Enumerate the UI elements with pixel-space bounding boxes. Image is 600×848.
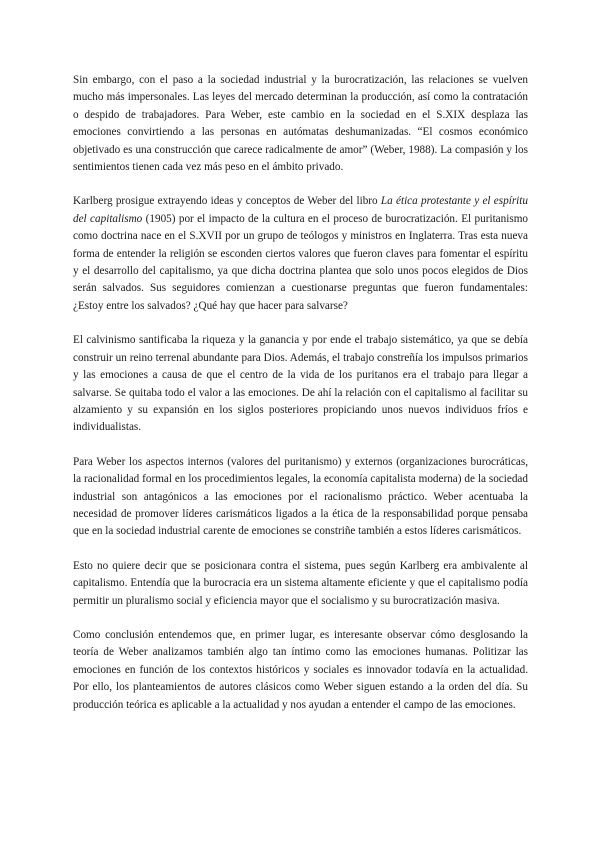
- paragraph-protestant-ethic-intro: Karlberg prosigue extrayendo ideas y conceptos de Weber del libro: [73, 195, 381, 208]
- paragraph-conclusion: Como conclusión entendemos que, en primer lugar, es interesante observar cómo desglosando la teoría de Weber analizamos también algo tan íntimo como las emociones humanas. Politizar las emociones en función de los contextos históricos y sociales es innovador todavía en la actualidad. Por ello, los planteamientos de autores clásicos como Weber siguen estando a la orden del día. Su producción teórica es aplicable a la actualidad y nos ayudan a entender el campo de las emociones.: [73, 628, 528, 711]
- book-title: La ética protestante y el espíritu del capitalismo: [73, 195, 528, 225]
- paragraph-ambivalence: Esto no quiere decir que se posicionara contra el sistema, pues según Karlberg era ambivalente al capitalismo. Entendía que la burocracia era un sistema altamente eficiente y que el capitalismo podía permitir un pluralismo social y eficiencia mayor que el socialismo y su burocratización masiva.: [73, 559, 528, 607]
- paragraph-industrial-society: Sin embargo, con el paso a la sociedad industrial y la burocratización, las relaciones se vuelven mucho más impersonales. Las leyes del mercado determinan la producción, así como la contratación o despido de trabajadores. Para Weber, este cambio en la sociedad en el S.XIX desplaza las emociones convirtiendo a las personas en autómatas deshumanizadas. “El cosmos económico objetivado es una construcción que carece radicalmente de amor” (Weber, 1988). La compasión y los sentimientos tienen cada vez más peso en el ámbito privado.: [73, 74, 528, 174]
- paragraph-internal-external-aspects: Para Weber los aspectos internos (valores del puritanismo) y externos (organizaciones burocráticas, la racionalidad formal en los procedimientos legales, la economía capitalista moderna) de la sociedad industrial son antagónicos a las emociones por el racionalismo práctico. Weber acentuaba la necesidad de promover líderes carismáticos ligados a la ética de la responsabilidad porque pensaba que en la sociedad industrial carente de emociones se constriñe también a estos líderes carismáticos.: [73, 455, 528, 538]
- paragraph-calvinism: El calvinismo santificaba la riqueza y la ganancia y por ende el trabajo sistemático, ya que se debía construir un reino terrenal abundante para Dios. Además, el trabajo constreñía los impulsos primarios y las emociones a causa de que el centro de la vida de los puritanos era el trabajo para llegar a salvarse. Se quitaba todo el valor a las emociones. De ahí la relación con el capitalismo al facilitar su alzamiento y su expansión en los siglos posteriores propiciando unos nuevos individuos fríos e individualistas.: [73, 334, 528, 434]
- paragraph-protestant-ethic: [73, 193, 528, 315]
- paragraph-protestant-ethic-rest: (1905) por el impacto de la cultura en el proceso de burocratización. El puritanismo como doctrina nace en el S.XVII por un grupo de teólogos y ministros en Inglaterra. Tras esta nueva forma de entender la religión se esconden ciertos valores que fueron claves para fomentar el espíritu y el desarrollo del capitalismo, ya que dicha doctrina plantea que solo unos pocos elegidos de Dios serán salvados. Sus seguidores comienzan a cuestionarse preguntas que fueron fundamentales: ¿Estoy entre los salvados? ¿Qué hay que hacer para salvarse?: [73, 212, 528, 312]
- document-body: [73, 72, 528, 731]
